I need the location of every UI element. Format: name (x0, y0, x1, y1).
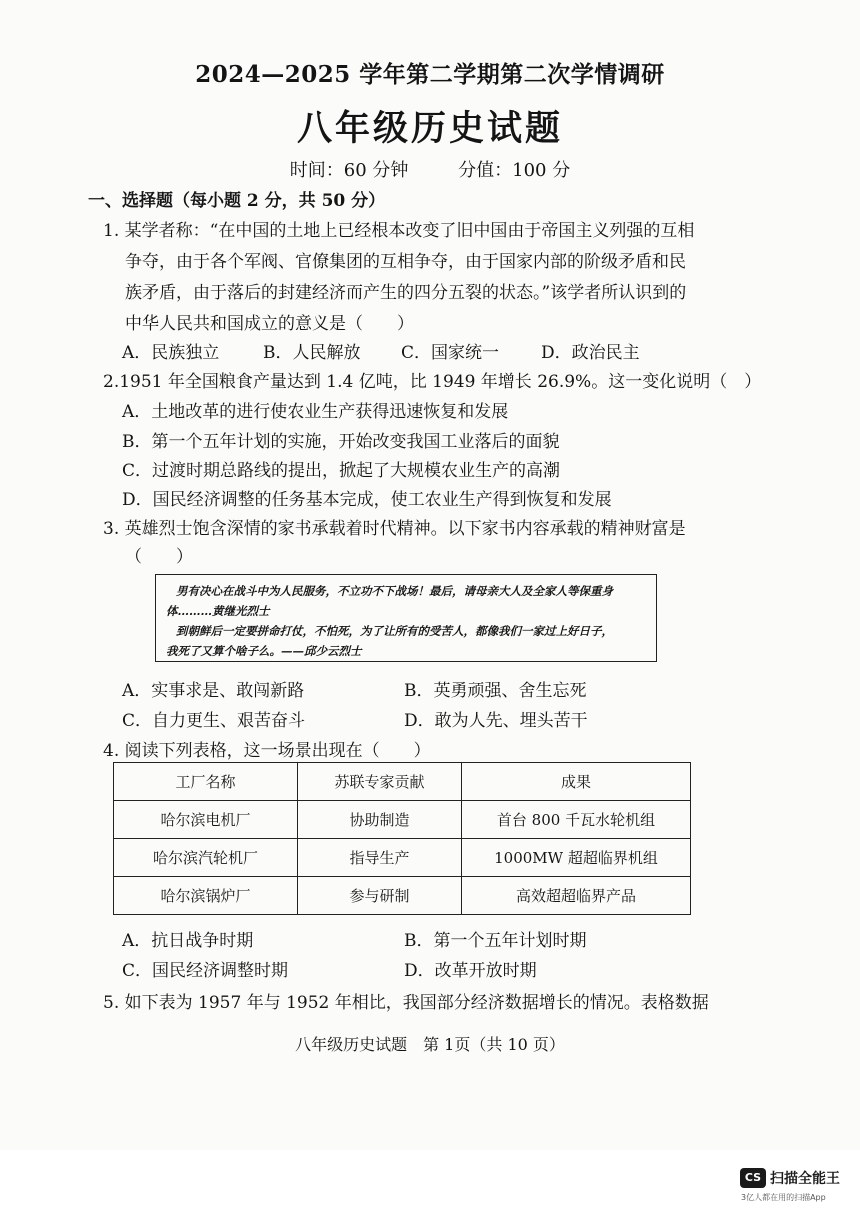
q4-stem: 4. 阅读下列表格，这一场景出现在（ ） (103, 741, 431, 761)
q1-line: 族矛盾，由于落后的封建经济而产生的四分五裂的状态。”该学者所认识到的 (125, 283, 687, 303)
letter-line: 男有决心在战斗中为人民服务，不立功不下战场！最后，请母亲大人及全家人等保重身 (176, 584, 613, 598)
q3-option-a: A．实事求是、敢闯新路 (122, 681, 305, 701)
family-letters-box (155, 574, 657, 662)
q1-option-d: D．政治民主 (541, 343, 640, 363)
q2-option-d: D．国民经济调整的任务基本完成，使工农业生产得到恢复和发展 (122, 490, 612, 510)
table-cell: 高效超超临界产品 (462, 877, 691, 915)
table-cell: 哈尔滨电机厂 (114, 801, 298, 839)
q4-option-a: A．抗日战争时期 (122, 931, 254, 951)
subject-title: 八年级历史试题 (296, 108, 563, 149)
q1-option-c: C．国家统一 (401, 343, 500, 363)
table-header: 苏联专家贡献 (298, 763, 462, 801)
letter-line: 到朝鲜后一定要拼命打仗，不怕死，为了让所有的受苦人，都像我们一家过上好日子， (176, 624, 613, 638)
q2-option-c: C．过渡时期总路线的提出，掀起了大规模农业生产的高潮 (122, 461, 561, 481)
camscanner-name: 扫描全能王 (770, 1171, 840, 1187)
q3-option-b: B．英勇顽强、舍生忘死 (404, 681, 587, 701)
q2-option-b: B．第一个五年计划的实施，开始改变我国工业落后的面貌 (122, 432, 560, 452)
camscanner-tagline: 3亿人都在用的扫描App (741, 1193, 826, 1202)
factory-table (113, 762, 691, 915)
q3-option-d: D．敢为人先、埋头苦干 (404, 711, 588, 731)
exam-time: 时间：60 分钟 (289, 160, 409, 181)
table-cell: 协助制造 (298, 801, 462, 839)
q1-option-a: A．民族独立 (122, 343, 220, 363)
q1-line: 争夺，由于各个军阀、官僚集团的互相争夺，由于国家内部的阶级矛盾和民 (125, 252, 686, 272)
q4-option-b: B．第一个五年计划时期 (404, 931, 587, 951)
q2-stem: 2.1951 年全国粮食产量达到 1.4 亿吨，比 1949 年增长 26.9%。这一变化说明（ ） (103, 372, 762, 392)
q1-line: 中华人民共和国成立的意义是（ ） (125, 314, 414, 334)
exam-title: 2024—2025 学年第二学期第二次学情调研 (195, 61, 665, 88)
scan-footer-strip (0, 1150, 860, 1217)
camscanner-logo: CS (740, 1168, 766, 1188)
table-header: 工厂名称 (114, 763, 298, 801)
q1-line: 1. 某学者称：“在中国的土地上已经根本改变了旧中国由于帝国主义列强的互相 (103, 221, 695, 241)
table-cell: 参与研制 (298, 877, 462, 915)
table-row (114, 877, 691, 915)
page-footer: 八年级历史试题 第 1页（共 10 页） (295, 1035, 565, 1054)
q4-option-c: C．国民经济调整时期 (122, 961, 289, 981)
letter-line: 体………黄继光烈士 (166, 604, 270, 618)
q5-stem: 5. 如下表为 1957 年与 1952 年相比，我国部分经济数据增长的情况。表格数据 (103, 993, 709, 1013)
exam-info (0, 156, 860, 182)
q1-option-b: B．人民解放 (263, 343, 361, 363)
q3-stem: 3. 英雄烈士饱含深情的家书承载着时代精神。以下家书内容承载的精神财富是 (103, 519, 686, 539)
table-cell: 哈尔滨锅炉厂 (114, 877, 298, 915)
table-row (114, 839, 691, 877)
table-cell: 首台 800 千瓦水轮机组 (462, 801, 691, 839)
table-cell: 指导生产 (298, 839, 462, 877)
table-header: 成果 (462, 763, 691, 801)
table-cell: 1000MW 超超临界机组 (462, 839, 691, 877)
q3-paren: （ ） (125, 547, 193, 567)
table-row (114, 801, 691, 839)
q4-option-d: D．改革开放时期 (404, 961, 537, 981)
table-header-row (114, 763, 691, 801)
q3-option-c: C．自力更生、艰苦奋斗 (122, 711, 306, 731)
letter-line: 我死了又算个啥子么。——邱少云烈士 (166, 644, 362, 658)
table-cell: 哈尔滨汽轮机厂 (114, 839, 298, 877)
section-heading: 一、选择题（每小题 2 分，共 50 分） (88, 191, 386, 211)
q2-option-a: A．土地改革的进行使农业生产获得迅速恢复和发展 (122, 402, 509, 422)
exam-score: 分值：100 分 (458, 160, 571, 181)
